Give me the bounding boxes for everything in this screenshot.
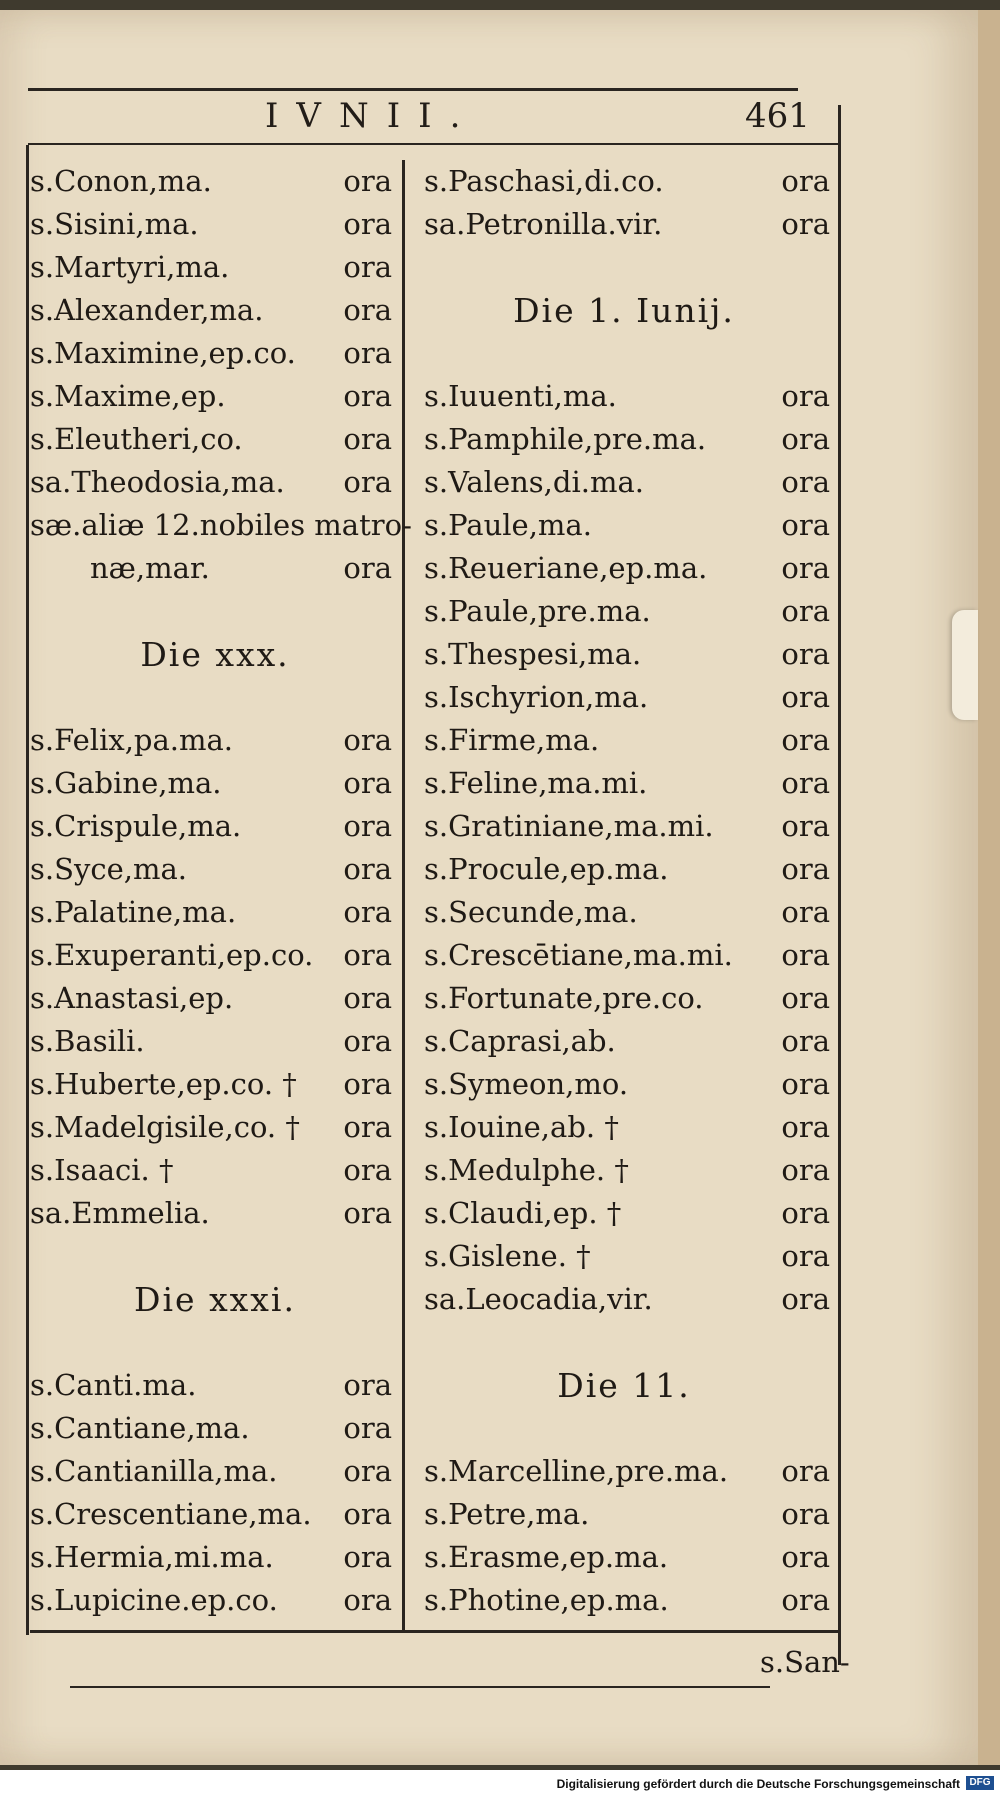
saint-name: s.Crescentiane,ma. (30, 1497, 312, 1531)
blank-line (410, 332, 838, 375)
ora-response: ora (781, 680, 830, 714)
blank-line (30, 676, 400, 719)
litany-entry (410, 1278, 838, 1321)
ora-response: ora (781, 1540, 830, 1574)
litany-entry (30, 203, 400, 246)
ora-response: ora (343, 1368, 392, 1402)
ora-response: ora (343, 766, 392, 800)
litany-entry (30, 1020, 400, 1063)
left-column (30, 160, 412, 1622)
saint-name: s.Procule,ep.ma. (424, 852, 669, 886)
saint-name: s.Maximine,ep.co. (30, 336, 296, 370)
litany-entry (30, 461, 400, 504)
day-heading (30, 1278, 400, 1321)
column-divider (402, 160, 405, 1630)
litany-entry (410, 375, 838, 418)
ora-response: ora (781, 637, 830, 671)
ora-response: ora (343, 422, 392, 456)
saint-name: s.Paule,ma. (424, 508, 592, 542)
ora-response: ora (781, 1067, 830, 1101)
litany-entry (410, 1493, 838, 1536)
ora-response: ora (781, 766, 830, 800)
litany-entry (410, 848, 838, 891)
saint-name: s.Marcelline,pre.ma. (424, 1454, 729, 1488)
litany-entry (30, 1063, 400, 1106)
saint-name: s.Madelgisile,co. † (30, 1110, 300, 1144)
litany-entry (410, 633, 838, 676)
saint-name: sæ.aliæ 12.nobiles matro- (30, 508, 412, 542)
litany-entry (30, 1536, 400, 1579)
litany-entry (30, 934, 400, 977)
saint-name: s.Feline,ma.mi. (424, 766, 648, 800)
day-heading (410, 1364, 838, 1407)
ora-response: ora (343, 293, 392, 327)
ora-response: ora (781, 422, 830, 456)
litany-entry (30, 289, 400, 332)
saint-name: s.Isaaci. † (30, 1153, 174, 1187)
running-head: IVNII. (265, 96, 479, 136)
ora-response: ora (781, 723, 830, 757)
ora-response: ora (781, 1024, 830, 1058)
ora-response: ora (781, 1110, 830, 1144)
ora-response: ora (343, 207, 392, 241)
saint-name: s.Symeon,mo. (424, 1067, 629, 1101)
ora-response: ora (343, 723, 392, 757)
litany-entry (30, 1149, 400, 1192)
ora-response: ora (343, 250, 392, 284)
saint-name: s.Canti.ma. (30, 1368, 197, 1402)
litany-entry (30, 1106, 400, 1149)
ora-response: ora (781, 379, 830, 413)
ora-response: ora (343, 551, 392, 585)
litany-entry (30, 977, 400, 1020)
saint-name: s.Exuperanti,ep.co. (30, 938, 314, 972)
book-page (0, 10, 1000, 1765)
saint-name: s.Gislene. † (424, 1239, 591, 1273)
litany-entry (410, 1020, 838, 1063)
saint-name: sa.Emmelia. (30, 1196, 210, 1230)
day-heading (410, 289, 838, 332)
left-frame-rule (26, 145, 29, 1635)
litany-entry (410, 1106, 838, 1149)
lower-rule (70, 1686, 770, 1688)
litany-entry (410, 590, 838, 633)
litany-entry (30, 1493, 400, 1536)
ora-response: ora (781, 895, 830, 929)
litany-entry (410, 418, 838, 461)
saint-name: s.Crescētiane,ma.mi. (424, 938, 733, 972)
right-frame-rule (838, 105, 841, 1665)
saint-name: s.Eleutheri,co. (30, 422, 243, 456)
saint-name: sa.Theodosia,ma. (30, 465, 285, 499)
saint-name: s.Photine,ep.ma. (424, 1583, 669, 1617)
saint-name: s.Medulphe. † (424, 1153, 629, 1187)
day-heading-text: Die 1. Iunij. (513, 291, 735, 330)
litany-entry (30, 1192, 400, 1235)
top-rule (28, 88, 798, 91)
ora-response: ora (343, 379, 392, 413)
ora-response: ora (343, 895, 392, 929)
ora-response: ora (343, 1583, 392, 1617)
litany-entry (410, 461, 838, 504)
saint-name: s.Maxime,ep. (30, 379, 226, 413)
saint-name: s.Huberte,ep.co. † (30, 1067, 297, 1101)
ora-response: ora (781, 551, 830, 585)
blank-line (410, 1407, 838, 1450)
litany-entry (30, 1407, 400, 1450)
ora-response: ora (781, 1153, 830, 1187)
catchword: s.San- (760, 1645, 850, 1679)
saint-name: s.Crispule,ma. (30, 809, 242, 843)
litany-entry (410, 1536, 838, 1579)
saint-name: s.Palatine,ma. (30, 895, 237, 929)
litany-entry (30, 719, 400, 762)
ora-response: ora (781, 1196, 830, 1230)
litany-entry (410, 977, 838, 1020)
ora-response: ora (781, 809, 830, 843)
ora-response: ora (343, 1024, 392, 1058)
saint-name: s.Gratiniane,ma.mi. (424, 809, 714, 843)
litany-entry (410, 504, 838, 547)
saint-name: s.Paschasi,di.co. (424, 164, 664, 198)
ora-response: ora (781, 1583, 830, 1617)
saint-name: s.Basili. (30, 1024, 145, 1058)
saint-name: sa.Leocadia,vir. (424, 1282, 653, 1316)
saint-name: s.Iuuenti,ma. (424, 379, 617, 413)
ora-response: ora (343, 852, 392, 886)
saint-name: s.Iouine,ab. † (424, 1110, 619, 1144)
saint-name: s.Lupicine.ep.co. (30, 1583, 278, 1617)
saint-name: sa.Petronilla.vir. (424, 207, 663, 241)
ora-response: ora (343, 1067, 392, 1101)
ora-response: ora (343, 981, 392, 1015)
ora-response: ora (781, 594, 830, 628)
ora-response: ora (343, 1540, 392, 1574)
blank-line (410, 1321, 838, 1364)
ora-response: ora (343, 1454, 392, 1488)
saint-name: s.Syce,ma. (30, 852, 187, 886)
ora-response: ora (343, 465, 392, 499)
litany-entry (410, 1149, 838, 1192)
ora-response: ora (781, 164, 830, 198)
litany-entry (410, 1063, 838, 1106)
right-column (410, 160, 838, 1622)
saint-name: s.Conon,ma. (30, 164, 212, 198)
litany-entry (30, 246, 400, 289)
day-heading (30, 633, 400, 676)
ora-response: ora (343, 809, 392, 843)
litany-entry (30, 848, 400, 891)
litany-entry (30, 418, 400, 461)
day-heading-text: Die 11. (557, 1366, 691, 1405)
footer-credit: Digitalisierung gefördert durch die Deutsche Forschungsgemeinschaft (556, 1777, 960, 1791)
saint-name: s.Fortunate,pre.co. (424, 981, 704, 1015)
litany-entry (30, 504, 412, 547)
blank-line (30, 1235, 400, 1278)
saint-name: s.Hermia,mi.ma. (30, 1540, 274, 1574)
litany-entry (30, 762, 400, 805)
ora-response: ora (781, 465, 830, 499)
saint-name: s.Erasme,ep.ma. (424, 1540, 669, 1574)
ora-response: ora (343, 1110, 392, 1144)
ora-response: ora (343, 938, 392, 972)
ora-response: ora (343, 1196, 392, 1230)
saint-name: s.Secunde,ma. (424, 895, 638, 929)
litany-entry (410, 160, 838, 203)
saint-name: s.Caprasi,ab. (424, 1024, 616, 1058)
saint-name: s.Paule,pre.ma. (424, 594, 651, 628)
saint-name: s.Martyri,ma. (30, 250, 230, 284)
day-heading-text: Die xxxi. (134, 1280, 296, 1319)
litany-entry (30, 160, 400, 203)
ora-response: ora (781, 981, 830, 1015)
blank-line (30, 1321, 400, 1364)
saint-name: s.Reueriane,ep.ma. (424, 551, 708, 585)
litany-entry (410, 1450, 838, 1493)
page-tab-edge (952, 610, 978, 720)
footer-bar (0, 1770, 1000, 1797)
ora-response: ora (343, 1411, 392, 1445)
ora-response: ora (781, 1282, 830, 1316)
ora-response: ora (781, 852, 830, 886)
saint-name: s.Claudi,ep. † (424, 1196, 622, 1230)
litany-entry (410, 719, 838, 762)
blank-line (410, 246, 838, 289)
litany-entry (30, 332, 400, 375)
litany-entry (30, 1364, 400, 1407)
saint-name: s.Anastasi,ep. (30, 981, 234, 1015)
saint-name: s.Cantianilla,ma. (30, 1454, 278, 1488)
saint-name: s.Gabine,ma. (30, 766, 222, 800)
saint-name: s.Firme,ma. (424, 723, 600, 757)
blank-line (30, 590, 400, 633)
ora-response: ora (781, 938, 830, 972)
day-heading-text: Die xxx. (140, 635, 290, 674)
litany-entry (410, 547, 838, 590)
litany-entry (410, 1579, 838, 1622)
litany-entry (30, 547, 400, 590)
saint-name: s.Alexander,ma. (30, 293, 264, 327)
litany-entry (410, 1235, 838, 1278)
saint-name: næ,mar. (90, 551, 210, 585)
bottom-rule (30, 1630, 840, 1633)
litany-entry (30, 1450, 400, 1493)
page-number: 461 (745, 96, 810, 136)
saint-name: s.Cantiane,ma. (30, 1411, 250, 1445)
ora-response: ora (781, 508, 830, 542)
ora-response: ora (343, 1497, 392, 1531)
saint-name: s.Thespesi,ma. (424, 637, 642, 671)
litany-entry (30, 805, 400, 848)
litany-entry (30, 375, 400, 418)
saint-name: s.Ischyrion,ma. (424, 680, 649, 714)
ora-response: ora (343, 164, 392, 198)
litany-entry (410, 676, 838, 719)
litany-entry (410, 805, 838, 848)
ora-response: ora (781, 207, 830, 241)
dfg-logo: DFG (966, 1776, 994, 1790)
ora-response: ora (343, 336, 392, 370)
saint-name: s.Pamphile,pre.ma. (424, 422, 707, 456)
ora-response: ora (781, 1497, 830, 1531)
header-rule (28, 143, 840, 145)
saint-name: s.Sisini,ma. (30, 207, 199, 241)
litany-entry (410, 934, 838, 977)
litany-entry (30, 1579, 400, 1622)
litany-entry (410, 762, 838, 805)
litany-entry (410, 891, 838, 934)
saint-name: s.Felix,pa.ma. (30, 723, 233, 757)
litany-entry (410, 203, 838, 246)
saint-name: s.Valens,di.ma. (424, 465, 644, 499)
litany-entry (410, 1192, 838, 1235)
ora-response: ora (781, 1239, 830, 1273)
saint-name: s.Petre,ma. (424, 1497, 590, 1531)
ora-response: ora (781, 1454, 830, 1488)
page-header (0, 96, 978, 140)
ora-response: ora (343, 1153, 392, 1187)
litany-entry (30, 891, 400, 934)
